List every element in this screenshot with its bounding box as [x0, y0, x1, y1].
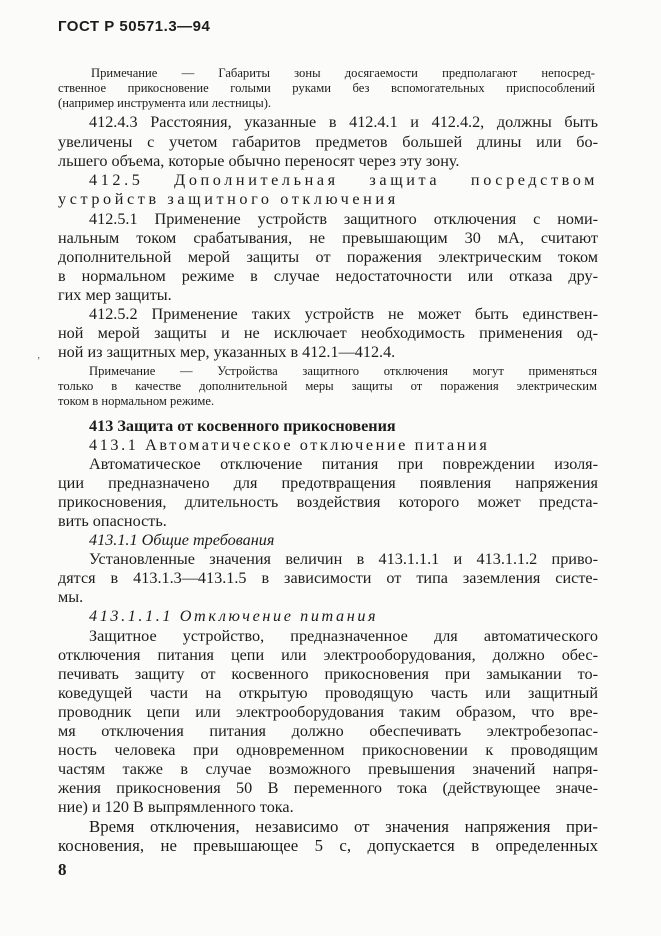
- paragraph-line: проводник цепи или электрооборудования таким образом, что вре-: [58, 703, 598, 721]
- paragraph-line: вить опасность.: [58, 512, 167, 530]
- section-heading-413-1: 413.1 Автоматическое отключение питания: [89, 436, 490, 454]
- note-line: только в качестве дополнительной меры защиты от поражения электрическим: [58, 379, 597, 393]
- paragraph-line: Защитное устройство, предназначенное для автоматического: [89, 627, 598, 645]
- document-header: ГОСТ Р 50571.3—94: [58, 18, 211, 35]
- paragraph-line: нальным током срабатывания, не превышающим 30 мА, считают: [58, 229, 598, 247]
- page-number: 8: [58, 860, 67, 879]
- paragraph-line: Установленные значения величин в 413.1.1.1 и 413.1.1.2 приво-: [89, 550, 598, 568]
- paragraph-line: ции предназначено для предотвращения появления напряжения: [58, 474, 598, 492]
- paragraph-line: прикосновения, длительность воздействия которого может предста-: [58, 493, 598, 511]
- paragraph-line: Время отключения, независимо от значения напряжения при-: [89, 817, 598, 836]
- paragraph-line: отключения питания цепи или электрооборудования, должно обес-: [58, 646, 598, 664]
- paragraph-line: 412.5.2 Применение таких устройств не может быть единствен-: [89, 305, 598, 323]
- subsection-heading-413-1-1-1: 413.1.1.1 Отключение питания: [89, 607, 379, 625]
- paragraph-line: ность человека при одновременном прикосновении к проводящим: [58, 741, 598, 759]
- note-line: током в нормальном режиме.: [58, 394, 215, 408]
- section-heading-412-5: устройств защитного отключения: [58, 190, 399, 208]
- paragraph-line: частям также в случае возможного превышения значений напря-: [58, 760, 598, 778]
- paragraph-line: Автоматическое отключение питания при повреждении изоля-: [89, 455, 598, 473]
- paragraph-line: жения прикосновения 50 В переменного тока (действующее значе-: [58, 779, 598, 797]
- paragraph-line: дополнительной мерой защиты от поражения электрическим током: [58, 248, 598, 266]
- paragraph-line: 412.4.3 Расстояния, указанные в 412.4.1 и 412.4.2, должны быть: [89, 113, 598, 131]
- paragraph-line: мы.: [58, 588, 84, 606]
- paragraph-line: льшего объема, которые обычно переносят через эту зону.: [58, 152, 460, 170]
- paragraph-line: коведущей части на открытую проводящую часть или защитный: [58, 684, 598, 702]
- paragraph-line: печивать защиту от косвенного прикосновения при замыкании то-: [58, 665, 598, 683]
- note-line: Примечание — Устройства защитного отключения могут применяться: [89, 364, 597, 378]
- paragraph-line: ние) и 120 В выпрямленного тока.: [58, 798, 294, 816]
- section-heading-413: 413 Защита от косвенного прикосновения: [89, 417, 396, 435]
- paragraph-line: косновения, не превышающее 5 с, допускается в определенных: [58, 836, 598, 855]
- paragraph-line: гих мер защиты.: [58, 286, 172, 304]
- section-heading-412-5: 412.5 Дополнительная защита посредством: [89, 171, 598, 189]
- note-line: Примечание — Габариты зоны досягаемости предполагают непосред-: [91, 66, 595, 80]
- paragraph-line: увеличены с учетом габаритов предметов большей длины или бо-: [58, 133, 598, 151]
- paragraph-line: мя отключения питания должно обеспечивать электробезопас-: [58, 722, 598, 740]
- scan-speck: ’: [37, 356, 41, 367]
- paragraph-line: в нормальном режиме в случае недостаточности или отказа дру-: [58, 267, 598, 285]
- paragraph-line: ной из защитных мер, указанных в 412.1—412.4.: [58, 343, 396, 361]
- paragraph-line: ной мерой защиты и не исключает необходимость применения од-: [58, 324, 598, 342]
- note-line: ственное прикосновение голыми руками без вспомогательных приспособлений: [58, 81, 595, 95]
- subsection-heading-413-1-1: 413.1.1 Общие требования: [89, 531, 275, 549]
- paragraph-line: дятся в 413.1.3—413.1.5 в зависимости от типа заземления систе-: [58, 569, 598, 587]
- note-line: (например инструмента или лестницы).: [58, 96, 272, 110]
- paragraph-line: 412.5.1 Применение устройств защитного отключения с номи-: [89, 210, 598, 228]
